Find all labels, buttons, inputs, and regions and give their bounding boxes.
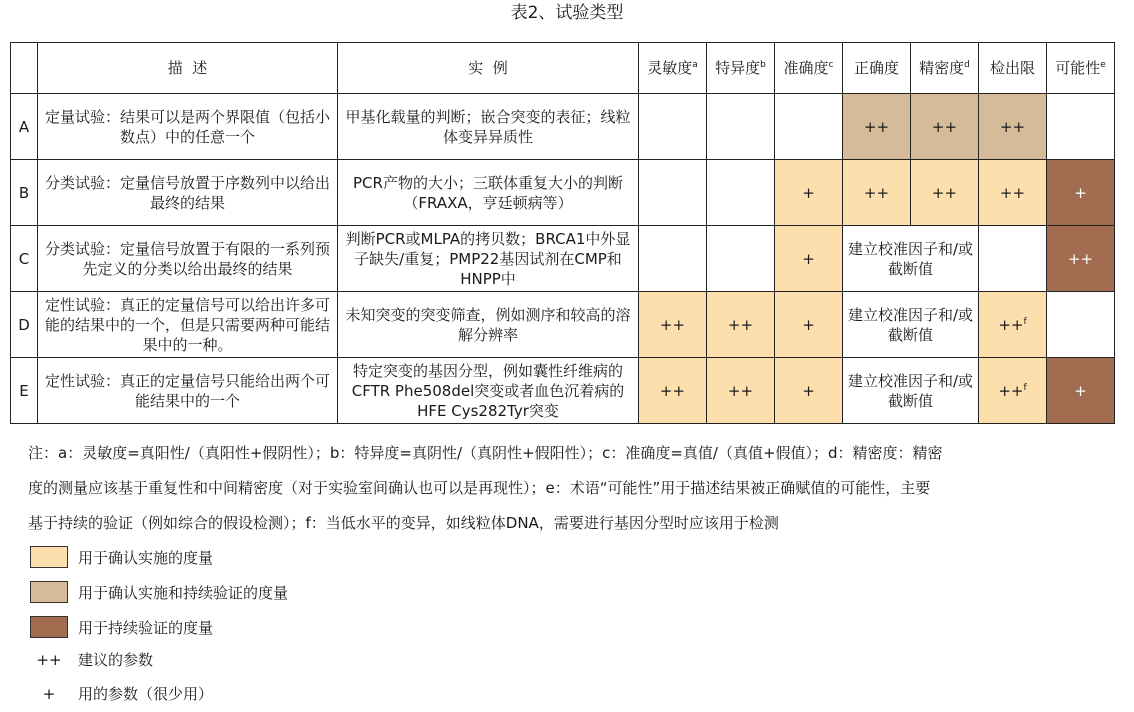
header-row (11, 43, 1115, 94)
cell-lod (979, 160, 1047, 226)
header-sensitivity-sup: a (692, 60, 698, 70)
cell-accuracy: + (775, 226, 843, 292)
cell-sensitivity (639, 226, 707, 292)
cell-trueness: ++ (843, 94, 911, 160)
legend-label: 用的参数（很少用） (78, 685, 214, 703)
cell-lod-value: ++ (999, 183, 1026, 202)
legend-swatch-confirm (30, 546, 68, 568)
cell-probability: ++ (1047, 226, 1115, 292)
cell-lod (979, 292, 1047, 358)
row-example: 判断PCR或MLPA的拷贝数；BRCA1中外显子缺失/重复；PMP22基因试剂在CMP和HNPP中 (338, 226, 639, 292)
header-accuracy (775, 43, 843, 94)
cell-lod-value: ++ (998, 381, 1024, 400)
table-row (11, 226, 1115, 292)
cell-lod-value: ++ (998, 315, 1024, 334)
row-id: E (11, 358, 38, 424)
cell-precision: ++ (911, 160, 979, 226)
legend-swatch-confirm-verify (30, 581, 68, 603)
cell-specificity: ++ (707, 358, 775, 424)
row-example: PCR产物的大小；三联体重复大小的判断（FRAXA，亨廷顿病等） (338, 160, 639, 226)
cell-probability (1047, 292, 1115, 358)
header-example: 实 例 (338, 43, 639, 94)
legend-label: 用于持续验证的度量 (78, 619, 214, 637)
row-description: 分类试验：定量信号放置于序数列中以给出最终的结果 (38, 160, 338, 226)
cell-sensitivity: ++ (639, 292, 707, 358)
cell-specificity (707, 94, 775, 160)
table-row (11, 358, 1115, 424)
header-description: 描 述 (38, 43, 338, 94)
cell-sensitivity (639, 160, 707, 226)
cell-calibration: 建立校准因子和/或截断值 (843, 226, 979, 292)
header-accuracy-sup: c (828, 60, 834, 70)
cell-lod-sup: f (1023, 316, 1027, 327)
cell-probability (1047, 94, 1115, 160)
row-id: C (11, 226, 38, 292)
row-example: 特定突变的基因分型，例如囊性纤维病的CFTR Phe508del突变或者血色沉着病的HFE Cys282Tyr突变 (338, 358, 639, 424)
legend-label: 建议的参数 (78, 651, 154, 669)
cell-lod (979, 358, 1047, 424)
header-lod: 检出限 (979, 43, 1047, 94)
header-precision-sup: d (964, 60, 970, 70)
cell-accuracy (775, 94, 843, 160)
test-types-table (10, 42, 1115, 424)
cell-specificity (707, 226, 775, 292)
cell-lod (979, 226, 1047, 292)
cell-specificity: ++ (707, 292, 775, 358)
row-id: B (11, 160, 38, 226)
cell-lod-sup: f (1023, 382, 1027, 393)
cell-probability: + (1047, 160, 1115, 226)
table-row (11, 160, 1115, 226)
legend-swatch-verify (30, 616, 68, 638)
table-title: 表2、试验类型 (510, 3, 624, 23)
header-blank (11, 43, 38, 94)
row-description: 分类试验：定量信号放置于有限的一系列预先定义的分类以给出最终的结果 (38, 226, 338, 292)
header-specificity-label: 特异度 (715, 59, 761, 77)
table-row (11, 292, 1115, 358)
cell-sensitivity: ++ (639, 358, 707, 424)
note-line-2: 度的测量应该基于重复性和中间精密度（对于实验室间确认也可以是再现性）；e：术语“可能性”用于描述结果被正确赋值的可能性，主要 (28, 479, 931, 497)
cell-accuracy: + (775, 292, 843, 358)
table-notes (28, 436, 1108, 541)
header-specificity (707, 43, 775, 94)
header-accuracy-label: 准确度 (783, 59, 829, 77)
row-description: 定量试验：结果可以是两个界限值（包括小数点）中的任意一个 (38, 94, 338, 160)
header-probability-sup: e (1100, 60, 1106, 70)
row-id: D (11, 292, 38, 358)
cell-specificity (707, 160, 775, 226)
cell-lod (979, 94, 1047, 160)
cell-calibration: 建立校准因子和/或截断值 (843, 358, 979, 424)
cell-accuracy: + (775, 358, 843, 424)
header-precision-label: 精密度 (919, 59, 965, 77)
legend-label: 用于确认实施和持续验证的度量 (78, 584, 289, 602)
table-row (11, 94, 1115, 160)
row-example: 甲基化载量的判断；嵌合突变的表征；线粒体变异异质性 (338, 94, 639, 160)
row-example: 未知突变的突变筛查，例如测序和较高的溶解分辨率 (338, 292, 639, 358)
cell-probability: + (1047, 358, 1115, 424)
header-trueness: 正确度 (843, 43, 911, 94)
note-line-1: 注：a：灵敏度=真阳性/（真阳性+假阴性）；b：特异度=真阴性/（真阴性+假阳性）；c：准确度=真值/（真值+假值）；d：精密度：精密 (28, 444, 943, 462)
header-precision (911, 43, 979, 94)
header-probability-label: 可能性 (1055, 59, 1101, 77)
header-specificity-sup: b (760, 60, 766, 70)
header-sensitivity (639, 43, 707, 94)
row-description: 定性试验：真正的定量信号可以给出许多可能的结果中的一个，但是只需要两种可能结果中的一种。 (38, 292, 338, 358)
cell-accuracy: + (775, 160, 843, 226)
cell-lod-value: ++ (999, 117, 1026, 136)
header-probability (1047, 43, 1115, 94)
cell-sensitivity (639, 94, 707, 160)
cell-calibration: 建立校准因子和/或截断值 (843, 292, 979, 358)
note-line-3: 基于持续的验证（例如综合的假设检测）；f：当低水平的变异，如线粒体DNA，需要进行基因分型时应该用于检测 (28, 514, 779, 532)
row-id: A (11, 94, 38, 160)
row-description: 定性试验：真正的定量信号只能给出两个可能结果中的一个 (38, 358, 338, 424)
cell-precision: ++ (911, 94, 979, 160)
legend-symbol-double-plus: ++ (36, 651, 62, 669)
header-sensitivity-label: 灵敏度 (647, 59, 693, 77)
legend-symbol-plus: + (42, 685, 56, 703)
cell-trueness: ++ (843, 160, 911, 226)
legend-label: 用于确认实施的度量 (78, 549, 214, 567)
